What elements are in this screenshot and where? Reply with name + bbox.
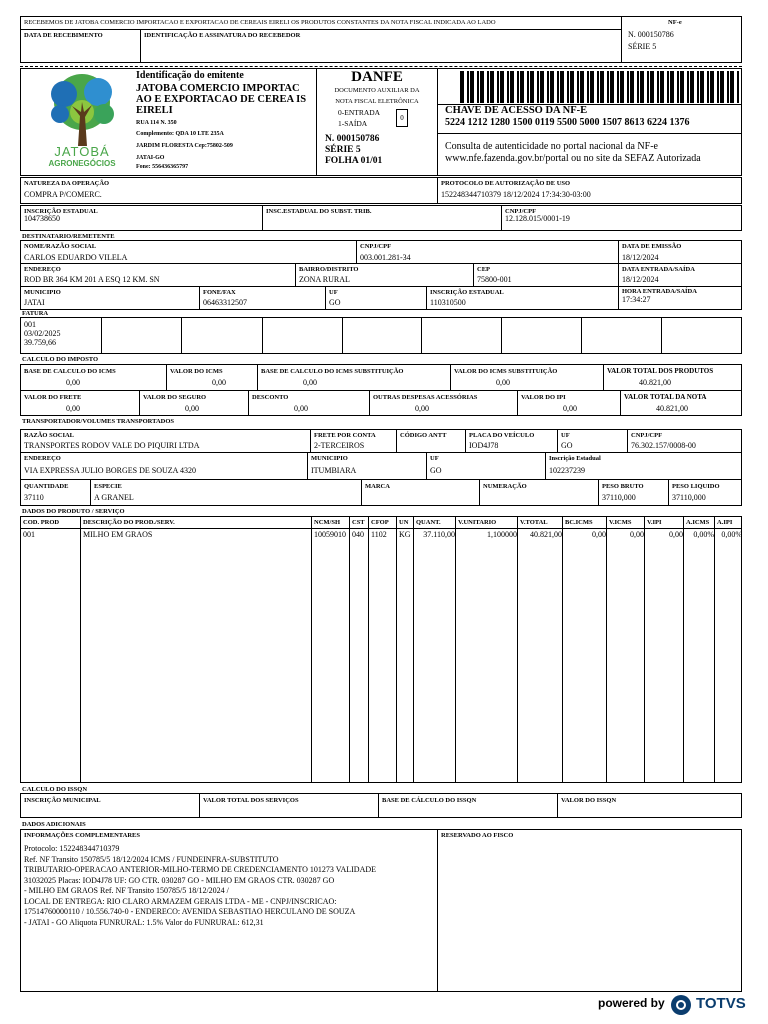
cell-vunit: 1,100000 bbox=[487, 530, 517, 539]
protocolo-value: 152248344710379 18/12/2024 17:34:30-03:00 bbox=[441, 190, 591, 199]
dest-emissao: 18/12/2024 bbox=[622, 253, 659, 262]
col-header-ncm: NCM/SH bbox=[314, 519, 340, 526]
dest-nome-label: NOME/RAZÃO SOCIAL bbox=[24, 243, 97, 250]
bc-icms-label: BASE DE CALCULO DO ICMS bbox=[24, 368, 116, 375]
info-line: LOCAL DE ENTREGA: RIO CLARO ARMAZEM GERAIS LTDA - ME - CNPJ/INSCRICAO: bbox=[24, 896, 337, 906]
transp-qtd: 37110 bbox=[24, 493, 44, 502]
fatura-vencimento: 03/02/2025 bbox=[24, 329, 61, 338]
ie-st-label: INSC.ESTADUAL DO SUBST. TRIB. bbox=[266, 208, 372, 215]
transp-municipio: ITUMBIARA bbox=[311, 466, 357, 475]
ie-value: 104738650 bbox=[24, 214, 60, 223]
bc-icms: 0,00 bbox=[66, 378, 80, 387]
col-header-bcicms: BC.ICMS bbox=[565, 519, 593, 526]
transp-liquido-label: PESO LIQUIDO bbox=[672, 483, 720, 490]
col-header-un: UN bbox=[399, 519, 409, 526]
protocolo-label: PROTOCOLO DE AUTORIZAÇÃO DE USO bbox=[441, 180, 571, 187]
seguro: 0,00 bbox=[185, 404, 199, 413]
adicionais-section: DADOS ADICIONAIS bbox=[22, 821, 86, 828]
transp-uf-label: UF bbox=[561, 432, 570, 439]
transp-qtd-label: QUANTIDADE bbox=[24, 483, 69, 490]
transp-razao-label: RAZÃO SOCIAL bbox=[24, 432, 75, 439]
transporte-section: TRANSPORTADOR/VOLUMES TRANSPORTADOS bbox=[22, 418, 175, 425]
transp-placa-label: PLACA DO VEÍCULO bbox=[469, 432, 535, 439]
consulta-line1: Consulta de autenticidade no portal nacional da NF-e bbox=[445, 141, 658, 152]
cell-aicms: 0,00% bbox=[693, 530, 714, 539]
dest-hora-label: HORA ENTRADA/SAÍDA bbox=[622, 288, 697, 295]
transp-especie: A GRANEL bbox=[94, 493, 134, 502]
cell-bcicms: 0,00 bbox=[592, 530, 606, 539]
transp-frete-label: FRETE POR CONTA bbox=[314, 432, 376, 439]
emitente-line5: Fone: 556436365797 bbox=[136, 164, 189, 170]
produtos-section: DADOS DO PRODUTO / SERVIÇO bbox=[22, 508, 125, 515]
seguro-label: VALOR DO SEGURO bbox=[143, 394, 207, 401]
transp-uf2: GO bbox=[430, 466, 442, 475]
cell-aipi: 0,00% bbox=[721, 530, 742, 539]
dest-cnpj: 003.001.281-34 bbox=[360, 253, 411, 262]
powered-by: powered by bbox=[598, 996, 665, 1010]
dest-bairro-label: BAIRRO/DISTRITO bbox=[299, 266, 359, 273]
col-header-vunit: V.UNITARIO bbox=[458, 519, 497, 526]
tree-icon bbox=[34, 72, 130, 146]
dest-bairro: ZONA RURAL bbox=[299, 275, 350, 284]
col-header-cfop: CFOP bbox=[371, 519, 389, 526]
dest-endereco: ROD BR 364 KM 201 A ESQ 12 KM. SN bbox=[24, 275, 160, 284]
issqn-section: CALCULO DO ISSQN bbox=[22, 786, 88, 793]
reservado-label: RESERVADO AO FISCO bbox=[441, 832, 514, 839]
dest-cep: 75800-001 bbox=[477, 275, 512, 284]
col-header-descricao: DESCRIÇÃO DO PROD./SERV. bbox=[83, 519, 175, 526]
barcode-image bbox=[458, 71, 740, 103]
cell-vicms: 0,00 bbox=[630, 530, 644, 539]
imposto-section: CALCULO DO IMPOSTO bbox=[22, 356, 99, 363]
outras: 0,00 bbox=[415, 404, 429, 413]
col-header-vicms: V.ICMS bbox=[609, 519, 632, 526]
icms-label: VALOR DO ICMS bbox=[170, 368, 223, 375]
danfe-sub2: NOTA FISCAL ELETRÔNICA bbox=[335, 98, 419, 105]
danfe-numero: N. 000150786 bbox=[325, 134, 380, 144]
dest-cnpj-label: CNPJ/CPF bbox=[360, 243, 392, 250]
logo-sub: AGRONEGÓCIOS bbox=[48, 159, 116, 168]
ie-label: INSCRIÇÃO ESTADUAL bbox=[24, 208, 98, 215]
info-line: Ref. NF Transito 150785/5 18/12/2024 ICMS / FUNDEINFRA-SUBSTITUTO bbox=[24, 854, 279, 864]
dest-ie: 110310500 bbox=[430, 298, 466, 307]
dest-uf: GO bbox=[329, 298, 341, 307]
cell-quant: 37.110,00 bbox=[423, 530, 455, 539]
dest-emissao-label: DATA DE EMISSÃO bbox=[622, 243, 682, 250]
logo-name: JATOBÁ bbox=[54, 144, 110, 159]
chave-label: CHAVE DE ACESSO DA NF-E bbox=[445, 105, 588, 116]
jatoba-logo bbox=[34, 72, 130, 170]
transp-ie: 102237239 bbox=[549, 466, 585, 475]
transp-cnpj-label: CNPJ/CPF bbox=[631, 432, 663, 439]
transp-uf: GO bbox=[561, 441, 573, 450]
dest-entrada: 18/12/2024 bbox=[622, 275, 659, 284]
info-line: TRIBUTARIO-OPERACAO ANTERIOR-MILHO-TERMO DE CREDENCIAMENTO 101273 VALIDADE bbox=[24, 865, 377, 874]
transp-placa: IOD4J78 bbox=[469, 441, 499, 450]
issqn-valor-label: VALOR DO ISSQN bbox=[561, 797, 617, 804]
cell-cfop: 1102 bbox=[371, 530, 387, 539]
bc-st: 0,00 bbox=[303, 378, 317, 387]
consulta-line2: www.nfe.fazenda.gov.br/portal ou no site da SEFAZ Autorizada bbox=[445, 153, 701, 164]
issqn-servicos-label: VALOR TOTAL DOS SERVIÇOS bbox=[203, 797, 299, 804]
info-line: 17514760000110 / 10.556.740-0 - ENDERECO: AVENIDA SEBASTIAO HERCULANO DE SOUZA bbox=[24, 907, 356, 916]
emitente-line2: Complemento: QDA 10 LTE 235A bbox=[136, 131, 224, 137]
frete-label: VALOR DO FRETE bbox=[24, 394, 82, 401]
cell-descricao: MILHO EM GRAOS bbox=[83, 530, 153, 539]
canhoto-nfe-label: NF-e bbox=[668, 19, 682, 26]
identificacao-label: IDENTIFICAÇÃO E ASSINATURA DO RECEBEDOR bbox=[144, 32, 301, 39]
totvs-logo-icon bbox=[670, 994, 692, 1016]
info-line: 31032025 Placas: IOD4J78 UF: GO CTR. 030287 GO - MILHO EM GRAOS CTR. 030287 GO bbox=[24, 875, 335, 885]
dest-cep-label: CEP bbox=[477, 266, 490, 273]
cell-ncm: 10059010 bbox=[314, 530, 346, 539]
chave-value: 5224 1212 1280 1500 0119 5500 5000 1507 8613 6224 1376 bbox=[445, 117, 690, 128]
cell-vipi: 0,00 bbox=[669, 530, 683, 539]
transp-numeracao-label: NUMERAÇÃO bbox=[483, 483, 527, 490]
issqn-base-label: BASE DE CÁLCULO DO ISSQN bbox=[382, 797, 477, 804]
danfe-saida: 1-SAÍDA bbox=[338, 119, 368, 128]
col-header-vipi: V.IPI bbox=[647, 519, 662, 526]
fatura-box bbox=[20, 317, 742, 354]
frete: 0,00 bbox=[66, 404, 80, 413]
dest-entrada-label: DATA ENTRADA/SAÍDA bbox=[622, 266, 695, 273]
transp-endereco: VIA EXPRESSA JULIO BORGES DE SOUZA 4320 bbox=[24, 466, 197, 475]
info-line: - MILHO EM GRAOS Ref. NF Transito 150785/5 18/12/2024 / bbox=[24, 886, 229, 895]
emitente-line1: RUA 114 N. 350 bbox=[136, 120, 177, 126]
dest-nome: CARLOS EDUARDO VILELA bbox=[24, 253, 128, 262]
outras-label: OUTRAS DESPESAS ACESSÓRIAS bbox=[373, 394, 478, 401]
transp-razao: TRANSPORTES RODOV VALE DO PIQUIRI LTDA bbox=[24, 441, 200, 450]
icms: 0,00 bbox=[212, 378, 226, 387]
dest-ie-label: INSCRIÇÃO ESTADUAL bbox=[430, 289, 504, 296]
cell-vtotal: 40.821,00 bbox=[530, 530, 562, 539]
icms-st: 0,00 bbox=[496, 378, 510, 387]
info-label: INFORMAÇÕES COMPLEMENTARES bbox=[24, 832, 140, 839]
bc-st-label: BASE DE CALCULO DO ICMS SUBSTITUIÇÃO bbox=[261, 368, 404, 375]
desconto-label: DESCONTO bbox=[252, 394, 289, 401]
col-header-cst: CST bbox=[352, 519, 365, 526]
dest-fone: 06463312507 bbox=[203, 298, 247, 307]
col-header-aicms: A.ICMS bbox=[686, 519, 710, 526]
cell-un: KG bbox=[399, 530, 411, 539]
canhoto-numero: N. 000150786 bbox=[628, 30, 674, 39]
col-header-aipi: A.IPI bbox=[717, 519, 733, 526]
canhoto-serie: SÉRIE 5 bbox=[628, 42, 657, 51]
info-line: - JATAI - GO Aliquota FUNRURAL: 1.5% Valor do FUNRURAL: 612,31 bbox=[24, 917, 264, 927]
issqn-im-label: INSCRIÇÃO MUNICIPAL bbox=[24, 797, 101, 804]
emitente-name: JATOBA COMERCIO IMPORTAC AO E EXPORTACAO DE CEREA IS EIRELI bbox=[136, 83, 307, 116]
col-header-quant: QUANT. bbox=[416, 519, 441, 526]
dest-municipio: JATAI bbox=[24, 298, 45, 307]
danfe-tipo: 0 bbox=[396, 109, 408, 127]
cell-cst: 040 bbox=[352, 530, 364, 539]
dest-uf-label: UF bbox=[329, 289, 338, 296]
transp-municipio-label: MUNICIPIO bbox=[311, 455, 348, 462]
danfe-title: DANFE bbox=[351, 69, 403, 85]
dest-endereco-label: ENDEREÇO bbox=[24, 266, 61, 273]
natureza-value: COMPRA P/COMERC. bbox=[24, 190, 102, 199]
transp-antt-label: CÓDIGO ANTT bbox=[400, 432, 447, 439]
danfe-sub1: DOCUMENTO AUXILIAR DA bbox=[334, 87, 420, 94]
total-nota: 40.821,00 bbox=[656, 404, 688, 413]
produtos-table bbox=[20, 516, 742, 783]
transp-uf2-label: UF bbox=[430, 455, 439, 462]
dest-hora: 17:34:27 bbox=[622, 295, 651, 304]
transp-frete: 2-TERCEIROS bbox=[314, 441, 365, 450]
fatura-valor: 39.759,66 bbox=[24, 338, 56, 347]
cnpj-emit-value: 12.128.015/0001-19 bbox=[505, 214, 570, 223]
danfe-folha: FOLHA 01/01 bbox=[325, 156, 383, 166]
transp-especie-label: ESPECIE bbox=[94, 483, 122, 490]
natureza-label: NATUREZA DA OPERAÇÃO bbox=[24, 180, 110, 187]
transp-ie-label: Inscrição Estadual bbox=[549, 455, 601, 462]
fatura-numero: 001 bbox=[24, 320, 36, 329]
dest-fone-label: FONE/FAX bbox=[203, 289, 236, 296]
danfe-serie: SÉRIE 5 bbox=[325, 145, 361, 155]
col-header-vtotal: V.TOTAL bbox=[520, 519, 548, 526]
danfe-entrada: 0-ENTRADA bbox=[338, 108, 381, 117]
transp-liquido: 37110,000 bbox=[672, 493, 706, 502]
transp-cnpj: 76.302.157/0008-00 bbox=[631, 441, 696, 450]
total-prod: 40.821,00 bbox=[639, 378, 671, 387]
transp-bruto: 37110,000 bbox=[602, 493, 636, 502]
emitente-line3: JARDIM FLORESTA Cep:75802-509 bbox=[136, 143, 233, 149]
ipi: 0,00 bbox=[563, 404, 577, 413]
transp-endereco-label: ENDEREÇO bbox=[24, 455, 61, 462]
totvs-brand: TOTVS bbox=[696, 995, 746, 1012]
transp-bruto-label: PESO BRUTO bbox=[602, 483, 644, 490]
col-header-cod: COD. PROD bbox=[23, 519, 60, 526]
destinatario-section: DESTINATARIO/REMETENTE bbox=[22, 233, 115, 240]
total-prod-label: VALOR TOTAL DOS PRODUTOS bbox=[607, 367, 714, 375]
info-line: Protocolo: 152248344710379 bbox=[24, 844, 120, 853]
data-recebimento-label: DATA DE RECEBIMENTO bbox=[24, 32, 103, 39]
fatura-section: FATURA bbox=[22, 310, 49, 317]
transp-marca-label: MARCA bbox=[365, 483, 390, 490]
total-nota-label: VALOR TOTAL DA NOTA bbox=[624, 393, 707, 401]
desconto: 0,00 bbox=[294, 404, 308, 413]
dest-municipio-label: MUNICIPIO bbox=[24, 289, 61, 296]
canhoto-text: RECEBEMOS DE JATOBA COMERCIO IMPORTACAO E EXPORTACAO DE CEREAIS EIRELI OS PRODUTOS CONSTANTES DA NOTA FISCAL INDICADA AO LADO bbox=[24, 19, 496, 26]
cnpj-emit-label: CNPJ/CPF bbox=[505, 208, 537, 215]
icms-st-label: VALOR DO ICMS SUBSTITUIÇÃO bbox=[454, 368, 558, 375]
emitente-label: Identificação do emitente bbox=[136, 70, 244, 81]
emitente-line4: JATAI-GO bbox=[136, 155, 165, 161]
info-complementares bbox=[24, 844, 434, 928]
cell-cod: 001 bbox=[23, 530, 35, 539]
ipi-label: VALOR DO IPI bbox=[521, 394, 566, 401]
